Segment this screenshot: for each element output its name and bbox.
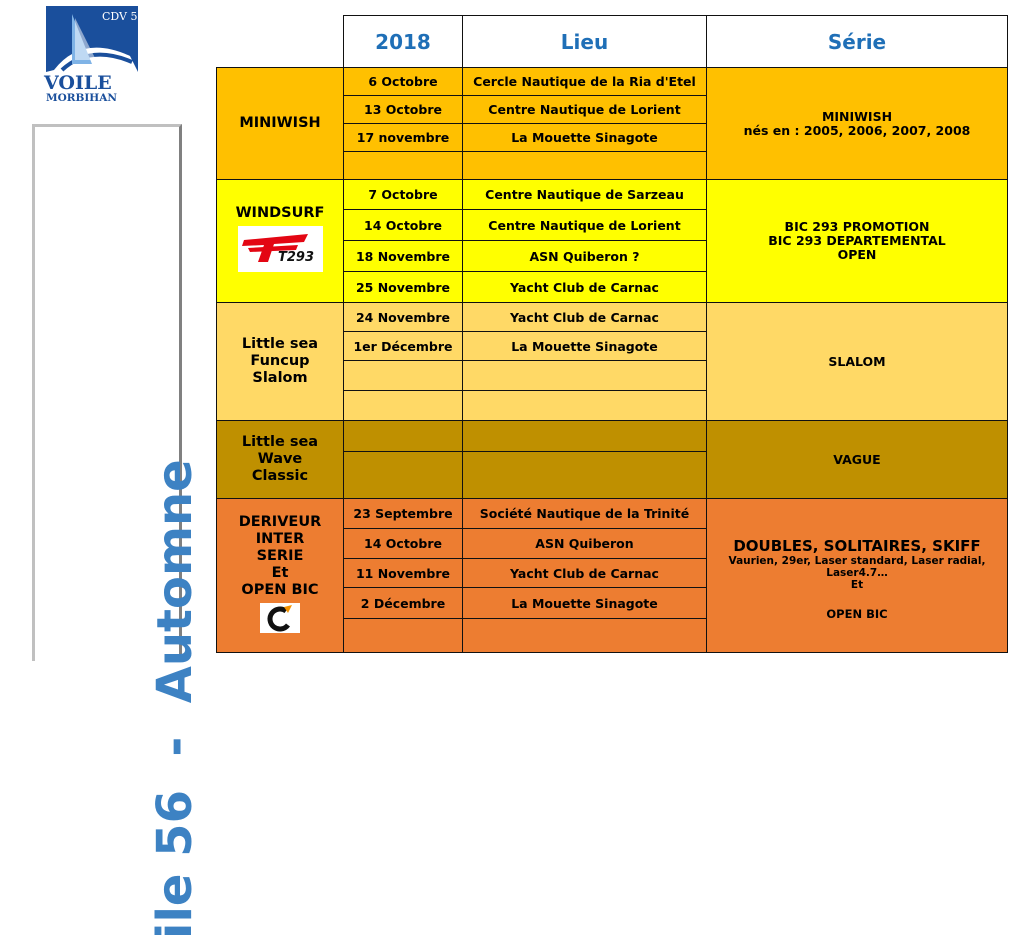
table-cell: Centre Nautique de Lorient <box>463 210 707 241</box>
serie-slalom: SLALOM <box>707 303 1008 421</box>
serie-main: DOUBLES, SOLITAIRES, SKIFF <box>733 536 981 555</box>
serie-miniwish <box>707 68 1008 180</box>
serie-line: nés en : 2005, 2006, 2007, 2008 <box>743 122 971 138</box>
category-line: OPEN BIC <box>241 581 319 598</box>
table-cell <box>463 619 707 653</box>
table-cell: Centre Nautique de Lorient <box>463 96 707 124</box>
category-windsurf <box>217 180 344 303</box>
table-cell: 11 Novembre <box>344 559 463 588</box>
table-cell: 17 novembre <box>344 124 463 152</box>
category-label: WINDSURF <box>235 205 325 221</box>
serie-vague: VAGUE <box>707 421 1008 499</box>
logo-brand: VOILE <box>44 72 112 94</box>
category-line: Little sea <box>241 434 319 450</box>
serie-windsurf <box>707 180 1008 303</box>
table-cell: Centre Nautique de Sarzeau <box>463 180 707 210</box>
category-line: Wave <box>257 451 303 467</box>
category-line: SERIE <box>256 547 304 564</box>
serie-openbic: OPEN BIC <box>826 606 888 621</box>
table-cell: 7 Octobre <box>344 180 463 210</box>
table-cell: La Mouette Sinagote <box>463 588 707 619</box>
table-cell: 1er Décembre <box>344 332 463 361</box>
table-cell <box>463 452 707 499</box>
t293-logo-icon <box>238 226 323 272</box>
table-cell: La Mouette Sinagote <box>463 124 707 152</box>
category-line: Et <box>271 564 289 581</box>
table-cell: 6 Octobre <box>344 68 463 96</box>
category-little-sea-funcup <box>217 303 344 421</box>
serie-line: BIC 293 DEPARTEMENTAL <box>768 233 946 248</box>
table-cell: 24 Novembre <box>344 303 463 332</box>
header-serie: Série <box>707 16 1008 68</box>
table-cell: ASN Quiberon ? <box>463 241 707 272</box>
logo-region: MORBIHAN <box>46 92 117 102</box>
table-cell: Yacht Club de Carnac <box>463 272 707 303</box>
table-cell <box>344 391 463 421</box>
table-cell: Yacht Club de Carnac <box>463 303 707 332</box>
table-cell: Cercle Nautique de la Ria d'Etel <box>463 68 707 96</box>
serie-deriveur <box>707 499 1008 653</box>
table-cell: 14 Octobre <box>344 210 463 241</box>
table-cell: 23 Septembre <box>344 499 463 529</box>
category-line: Slalom <box>252 370 308 386</box>
table-cell: ASN Quiberon <box>463 529 707 559</box>
table-cell: 14 Octobre <box>344 529 463 559</box>
header-year: 2018 <box>344 16 463 68</box>
table-cell: Société Nautique de la Trinité <box>463 499 707 529</box>
logo-top-text: CDV 56 <box>102 10 142 23</box>
header-lieu: Lieu <box>463 16 707 68</box>
schedule-table <box>216 15 1008 653</box>
table-cell: 25 Novembre <box>344 272 463 303</box>
table-cell <box>344 361 463 391</box>
header-blank <box>217 16 344 68</box>
serie-line: OPEN <box>837 247 877 262</box>
table-cell: Yacht Club de Carnac <box>463 559 707 588</box>
table-cell: 2 Décembre <box>344 588 463 619</box>
cdv56-logo <box>42 4 142 102</box>
serie-line: BIC 293 PROMOTION <box>784 219 930 234</box>
table-cell <box>463 152 707 180</box>
table-cell <box>344 619 463 653</box>
table-cell <box>463 361 707 391</box>
table-cell <box>463 421 707 452</box>
table-cell <box>344 152 463 180</box>
serie-detail: Vaurien, 29er, Laser standard, Laser radial, Laser4.7… <box>728 554 986 579</box>
category-line: Classic <box>251 468 309 484</box>
category-line: Funcup <box>250 353 310 369</box>
serie-et: Et <box>850 578 864 591</box>
category-miniwish: MINIWISH <box>217 68 344 180</box>
t293-logo-text: T293 <box>277 250 314 265</box>
table-cell <box>463 391 707 421</box>
category-deriveur <box>217 499 344 653</box>
category-line: INTER <box>255 530 305 547</box>
category-line: DERIVEUR <box>238 513 322 530</box>
serie-line: MINIWISH <box>821 108 893 124</box>
side-title: ile 56 - Automne <box>147 459 203 939</box>
table-cell: 18 Novembre <box>344 241 463 272</box>
table-cell <box>344 452 463 499</box>
category-little-sea-wave <box>217 421 344 499</box>
table-cell: 13 Octobre <box>344 96 463 124</box>
open-bic-logo-icon <box>260 603 300 633</box>
table-cell <box>344 421 463 452</box>
category-line: Little sea <box>241 336 319 352</box>
side-title-box <box>32 124 203 939</box>
table-cell: La Mouette Sinagote <box>463 332 707 361</box>
